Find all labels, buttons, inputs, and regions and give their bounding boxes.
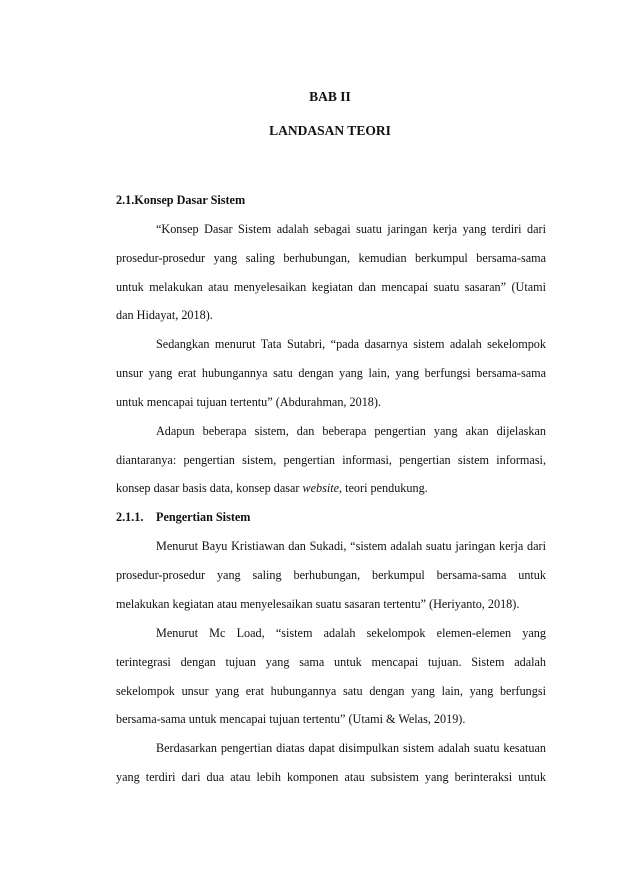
paragraph-5-line-3: sekelompok unsur yang erat hubungannya satu dengan yang lain, yang berfungsi [116, 684, 546, 698]
section-heading-2-1 [116, 193, 546, 208]
subsection-number: 2.1.1. [116, 510, 144, 524]
subsection-title: Pengertian Sistem [156, 510, 251, 524]
paragraph-1-line-1: “Konsep Dasar Sistem adalah sebagai suatu jaringan kerja yang terdiri dari [156, 222, 546, 236]
paragraph-2-line-3: untuk mencapai tujuan tertentu” (Abdurahman, 2018). [116, 395, 381, 409]
paragraph-1-line-3: untuk melakukan atau menyelesaikan kegiatan dan mencapai suatu sasaran” (Utami [116, 280, 546, 294]
paragraph-4-line-1: Menurut Bayu Kristiawan dan Sukadi, “sistem adalah suatu jaringan kerja dari [156, 539, 546, 553]
paragraph-4-line-2: prosedur-prosedur yang saling berhubungan, berkumpul bersama-sama untuk [116, 568, 546, 582]
paragraph-3-line-1: Adapun beberapa sistem, dan beberapa pengertian yang akan dijelaskan [156, 424, 546, 438]
website-term: website [302, 481, 340, 495]
section-number: 2.1. [116, 193, 135, 207]
paragraph-3-line-2: diantaranya: pengertian sistem, pengertian informasi, pengertian sistem informasi, [116, 453, 546, 467]
paragraph-2-line-1: Sedangkan menurut Tata Sutabri, “pada dasarnya sistem adalah sekelompok [156, 337, 546, 351]
paragraph-5-line-2: terintegrasi dengan tujuan yang sama untuk mencapai tujuan. Sistem adalah [116, 655, 546, 669]
paragraph-6-line-2: yang terdiri dari dua atau lebih komponen atau subsistem yang berinteraksi untuk [116, 770, 546, 784]
paragraph-2-line-2: unsur yang erat hubungannya satu dengan yang lain, yang berfungsi bersama-sama [116, 366, 546, 380]
paragraph-3-line-3 [116, 481, 546, 496]
paragraph-1-line-4: dan Hidayat, 2018). [116, 308, 213, 322]
paragraph-1-line-2: prosedur-prosedur yang saling berhubungan, kemudian berkumpul bersama-sama [116, 251, 546, 265]
section-heading-2-1-1 [116, 510, 546, 525]
chapter-title: LANDASAN TEORI [269, 123, 391, 138]
paragraph-4-line-3: melakukan kegiatan atau menyelesaikan suatu sasaran tertentu” (Heriyanto, 2018). [116, 597, 520, 611]
paragraph-3-text-b: , teori pendukung. [339, 481, 428, 495]
paragraph-5-line-1: Menurut Mc Load, “sistem adalah sekelompok elemen-elemen yang [156, 626, 546, 640]
chapter-number: BAB II [309, 89, 351, 104]
paragraph-3-text-a: konsep dasar basis data, konsep dasar [116, 481, 303, 495]
section-title: Konsep Dasar Sistem [134, 193, 246, 207]
paragraph-5-line-4: bersama-sama untuk mencapai tujuan tertentu” (Utami & Welas, 2019). [116, 712, 466, 726]
paragraph-6-line-1: Berdasarkan pengertian diatas dapat disimpulkan sistem adalah suatu kesatuan [156, 741, 546, 755]
